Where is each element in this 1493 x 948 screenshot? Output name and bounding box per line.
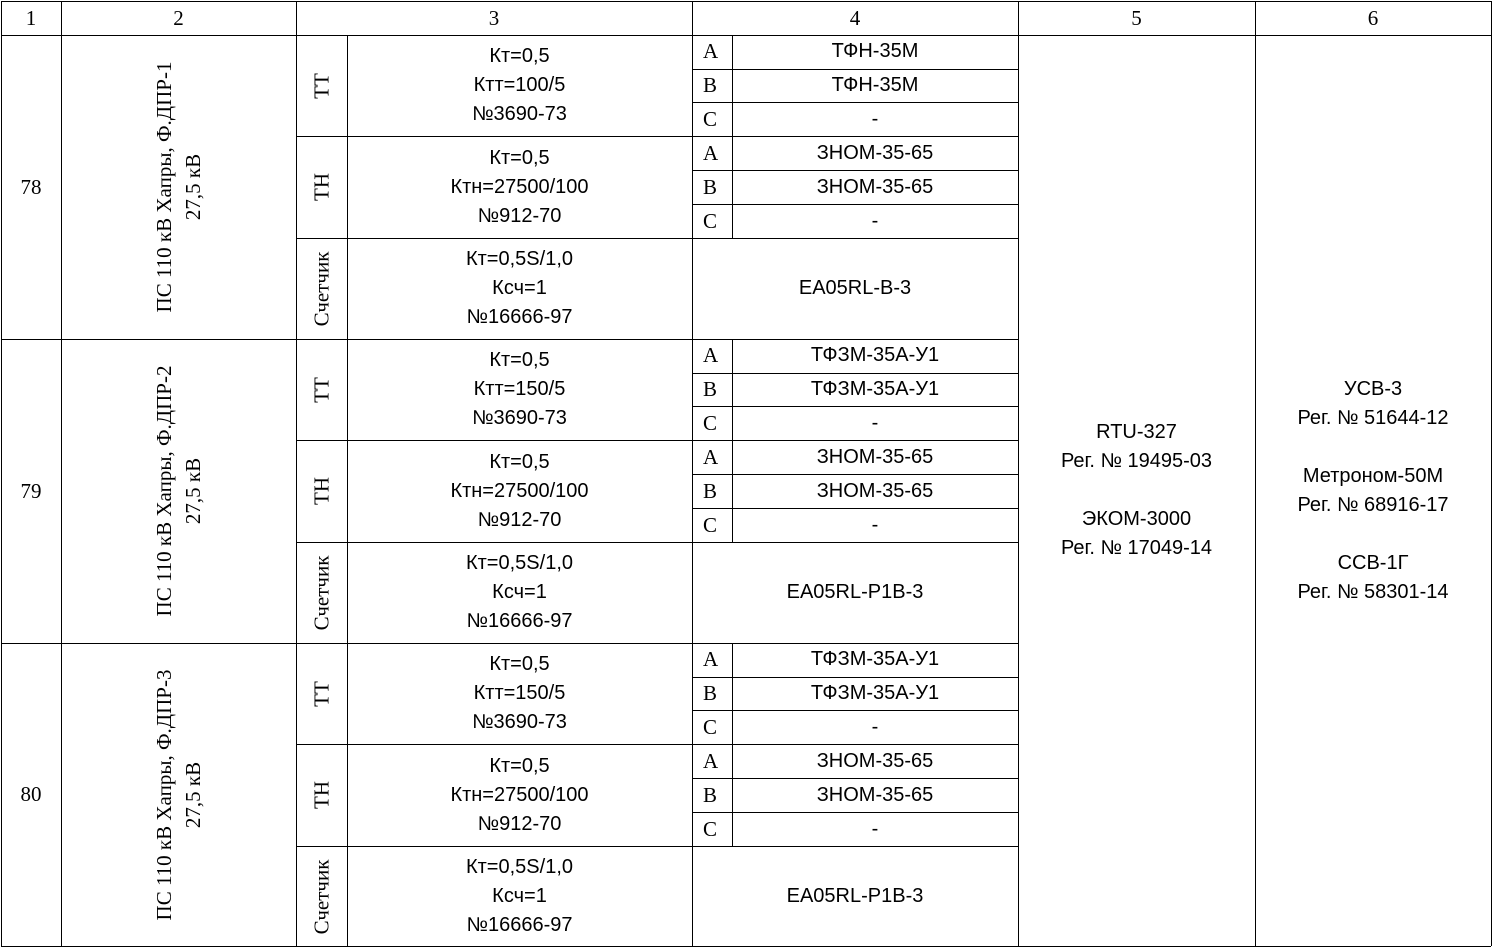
row-number: 79 (20, 478, 42, 503)
column-header-4: 4 (849, 6, 861, 30)
grid-line-h (692, 406, 1018, 407)
column-header-3: 3 (488, 6, 500, 30)
phase-model: ТФЗМ-35А-У1 (810, 648, 940, 671)
controller-list-line (1134, 476, 1140, 505)
instrument-type (296, 744, 347, 846)
phase-label: B (703, 174, 718, 199)
phase-model: - (871, 513, 879, 536)
instrument-specs-line: Ктт=150/5 (473, 378, 566, 400)
phase-label: A (703, 444, 719, 469)
phase-model: - (871, 817, 879, 840)
connection-name-line: 27,5 кВ (180, 457, 205, 525)
phase-model: ТФН-35М (831, 73, 919, 96)
connection-name-line: ПС 110 кВ Хапры, Ф.ДПР-2 (151, 365, 176, 617)
phase-label: A (703, 647, 719, 672)
grid-line-v (1255, 1, 1256, 946)
grid-line-h (692, 677, 1018, 678)
time-sync-list-line (1370, 520, 1376, 549)
phase-label: C (703, 714, 718, 739)
instrument-specs-line: №912-70 (477, 812, 562, 835)
instrument-specs-line: Кт=0,5 (489, 653, 550, 675)
instrument-specs-line: Ктн=27500/100 (450, 175, 589, 198)
connection-name-text (150, 366, 208, 617)
connection-name-line: 27,5 кВ (180, 153, 205, 221)
controller-list-line: Рег. № 17049-14 (1060, 537, 1213, 559)
grid-line-h (692, 69, 1018, 70)
instrument-specs-line: Кт=0,5S/1,0 (466, 856, 573, 878)
grid-line-h (692, 102, 1018, 103)
instrument-specs-line: Ктт=150/5 (473, 682, 566, 704)
connection-name-text (150, 669, 208, 920)
instrument-type-text (307, 377, 336, 403)
connection-name-text (150, 62, 208, 313)
instrument-type-text (307, 477, 336, 505)
instrument-specs (347, 846, 692, 947)
instrument-type-line: ТН (309, 477, 333, 505)
phase-model: ЗНОМ-35-65 (816, 479, 934, 502)
controller-list (1018, 35, 1255, 946)
time-sync-list (1255, 35, 1491, 946)
instrument-specs-line: Кт=0,5 (489, 349, 550, 371)
instrument-specs-line: №3690-73 (472, 103, 567, 125)
time-sync-list-line: Рег. № 51644-12 (1297, 406, 1449, 429)
instrument-type (296, 643, 347, 744)
phase-label: C (703, 106, 718, 131)
grid-line-h (296, 238, 1018, 239)
instrument-type-text (307, 859, 336, 934)
grid-line-v (732, 136, 733, 238)
phase-label: A (703, 140, 719, 165)
instrument-specs-line: Кт=0,5S/1,0 (466, 248, 573, 270)
grid-line-v (732, 35, 733, 136)
phase-model: ТФЗМ-35А-У1 (810, 681, 940, 704)
instrument-specs (347, 542, 692, 643)
phase-label: B (703, 782, 718, 807)
phase-model: - (871, 107, 879, 130)
phase-model: - (871, 209, 879, 232)
phase-label: A (703, 343, 719, 368)
connection-name-line: 27,5 кВ (180, 761, 205, 828)
phase-model: ЗНОМ-35-65 (816, 141, 934, 164)
phase-model: ТФЗМ-35А-У1 (810, 344, 940, 367)
instrument-type-line: ТН (309, 173, 333, 201)
phase-model: - (871, 411, 879, 434)
phase-model: ЗНОМ-35-65 (816, 445, 934, 468)
instrument-type-line: ТТ (309, 72, 333, 99)
instrument-type-text (307, 251, 336, 326)
controller-list-line: RTU-327 (1096, 421, 1177, 443)
grid-line-v (692, 1, 693, 946)
connection-name (61, 339, 296, 643)
phase-label: B (703, 680, 718, 705)
phase-label: B (703, 478, 718, 503)
instrument-type-text (307, 73, 336, 99)
phase-model: ЗНОМ-35-65 (816, 749, 934, 772)
grid-line-h (1, 1, 1491, 2)
instrument-specs (347, 35, 692, 136)
grid-line-h (692, 474, 1018, 475)
grid-line-v (1491, 1, 1492, 946)
instrument-specs-line: №912-70 (477, 508, 562, 531)
row-number: 78 (20, 174, 42, 199)
controller-list-line: Рег. № 19495-03 (1060, 450, 1213, 472)
time-sync-list-line (1370, 433, 1376, 462)
grid-line-h (1, 946, 1491, 947)
instrument-specs-line: №16666-97 (466, 914, 573, 936)
phase-label: C (703, 816, 718, 841)
instrument-type (296, 339, 347, 440)
grid-line-v (347, 35, 348, 946)
instrument-specs-line: Ксч=1 (492, 885, 547, 907)
phase-label: C (703, 208, 718, 233)
connection-name-line: ПС 110 кВ Хапры, Ф.ДПР-3 (151, 669, 176, 920)
instrument-specs-line: Кт=0,5 (489, 754, 550, 777)
grid-line-v (732, 744, 733, 846)
time-sync-list-line: Метроном-50М (1302, 464, 1444, 487)
meter-model: EA05RL-B-3 (798, 277, 912, 299)
meter-model: EA05RL-P1B-3 (786, 581, 924, 603)
instrument-specs-line: Ксч=1 (492, 277, 547, 299)
instrument-specs (347, 136, 692, 238)
instrument-type-line: ТН (309, 781, 333, 809)
instrument-type (296, 238, 347, 339)
phase-label: C (703, 512, 718, 537)
grid-line-h (692, 373, 1018, 374)
connection-name (61, 35, 296, 339)
grid-line-h (692, 508, 1018, 509)
instrument-specs (347, 339, 692, 440)
grid-line-h (296, 136, 1018, 137)
grid-line-v (296, 1, 297, 946)
time-sync-list-line: УСВ-3 (1343, 377, 1403, 400)
instrument-specs-line: №3690-73 (472, 711, 567, 733)
grid-line-h (1, 35, 1491, 36)
grid-line-h (1, 339, 1018, 340)
time-sync-list-line: Рег. № 58301-14 (1297, 580, 1449, 603)
column-header-6: 6 (1367, 6, 1379, 30)
phase-label: B (703, 376, 718, 401)
instrument-specs-line: №3690-73 (472, 407, 567, 429)
instrument-specs (347, 744, 692, 846)
phase-model: - (871, 715, 879, 738)
instrument-specs-line: Ктн=27500/100 (450, 479, 589, 502)
instrument-specs (347, 440, 692, 542)
row-number: 80 (20, 782, 42, 806)
instrument-specs-line: Кт=0,5S/1,0 (466, 552, 573, 574)
instrument-type (296, 542, 347, 643)
instrument-specs-line: Кт=0,5 (489, 45, 550, 67)
time-sync-list-line: Рег. № 68916-17 (1297, 493, 1449, 516)
instrument-type-text (307, 173, 336, 201)
instrument-specs (347, 238, 692, 339)
instrument-specs-line: Ктт=100/5 (473, 74, 566, 96)
instrument-type (296, 35, 347, 136)
phase-label: A (703, 39, 719, 64)
grid-line-v (732, 643, 733, 744)
column-header-5: 5 (1131, 6, 1142, 30)
grid-line-h (692, 204, 1018, 205)
instrument-type-text (307, 781, 336, 809)
instrument-specs-line: Ктн=27500/100 (450, 783, 589, 806)
instrument-type-line: Счетчик (309, 251, 333, 326)
connection-name-line: ПС 110 кВ Хапры, Ф.ДПР-1 (151, 61, 176, 313)
phase-model: ЗНОМ-35-65 (816, 175, 934, 198)
grid-line-v (732, 440, 733, 542)
instrument-type-text (307, 555, 336, 630)
phase-model: ЗНОМ-35-65 (816, 783, 934, 806)
instrument-specs (347, 643, 692, 744)
grid-line-h (692, 710, 1018, 711)
instrument-type-line: ТТ (309, 680, 333, 707)
phase-label: C (703, 410, 718, 435)
instrument-type-line: ТТ (309, 376, 333, 403)
instrument-specs-line: №16666-97 (466, 610, 573, 632)
instrument-type (296, 846, 347, 947)
grid-line-v (1, 1, 2, 946)
grid-line-h (1, 643, 1018, 644)
controller-list-line: ЭКОМ-3000 (1081, 508, 1192, 530)
time-sync-list-line: ССВ-1Г (1337, 551, 1409, 574)
instrument-type-line: Счетчик (309, 859, 333, 934)
instrument-specs-line: №912-70 (477, 204, 562, 227)
instrument-specs-line: №16666-97 (466, 306, 573, 328)
meter-model: EA05RL-P1B-3 (786, 885, 924, 907)
phase-model: ТФН-35М (831, 40, 919, 63)
grid-line-v (732, 339, 733, 440)
instrument-specs-line: Ксч=1 (492, 581, 547, 603)
grid-line-h (692, 778, 1018, 779)
grid-line-v (61, 1, 62, 946)
instrument-type-line: Счетчик (309, 555, 333, 630)
grid-line-h (692, 812, 1018, 813)
phase-model: ТФЗМ-35А-У1 (810, 377, 940, 400)
grid-line-h (296, 542, 1018, 543)
grid-line-v (1018, 1, 1019, 946)
instrument-specs-line: Кт=0,5 (489, 146, 550, 169)
connection-name (61, 643, 296, 946)
phase-label: B (703, 72, 718, 97)
column-header-1: 1 (25, 6, 37, 30)
grid-line-h (296, 440, 1018, 441)
instrument-type-text (307, 681, 336, 707)
grid-line-h (296, 744, 1018, 745)
grid-line-h (296, 846, 1018, 847)
instrument-type (296, 440, 347, 542)
column-header-2: 2 (173, 6, 184, 30)
grid-line-h (692, 170, 1018, 171)
phase-label: A (703, 748, 719, 773)
instrument-type (296, 136, 347, 238)
instrument-specs-line: Кт=0,5 (489, 450, 550, 473)
